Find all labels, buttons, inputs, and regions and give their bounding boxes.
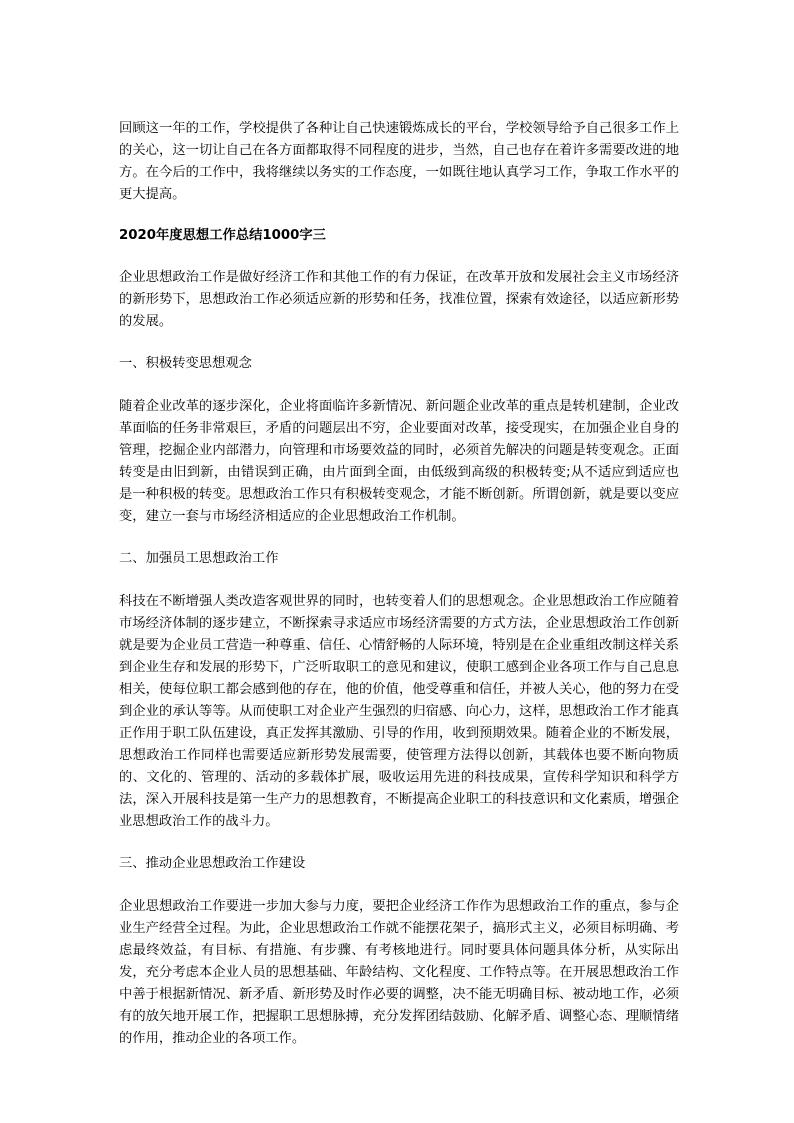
intro-paragraph: 回顾这一年的工作，学校提供了各种让自己快速锻炼成长的平台，学校领导给予自己很多工作上的关心，这一切让自己在各方面都取得不同程度的进步，当然，自己也存在着许多需要改进的地方。在今后的工作中，我将继续以务实的工作态度，一如既往地认真学习工作，争取工作水平的更大提高。	[119, 121, 679, 202]
section-heading-1: 一、积极转变思想观念	[119, 356, 252, 371]
document-page	[119, 118, 679, 1050]
section-heading-3: 三、推动企业思想政治工作建设	[119, 856, 306, 871]
document-title: 2020年度思想工作总结1000字三	[119, 228, 326, 243]
section-body-1: 随着企业改革的逐步深化，企业将面临许多新情况、新问题企业改革的重点是转机建制，企业改革面临的任务非常艰巨，矛盾的问题层出不穷，企业要面对改革，接受现实，在加强企业自身的管理，挖掘企业内部潜力，向管理和市场要效益的同时，必须首先解决的问题是转变观念。正面转变是由旧到新，由错误到正确，由片面到全面，由低级到高级的积极转变;从不适应到适应也是一种积极的转变。思想政治工作只有积极转变观念，才能不断创新。所谓创新，就是要以变应变，建立一套与市场经济相适应的企业思想政治工作机制。	[119, 399, 679, 524]
section-body-3: 企业思想政治工作要进一步加大参与力度，要把企业经济工作作为思想政治工作的重点，参与企业生产经营全过程。为此，企业思想政治工作就不能摆花架子，搞形式主义，必须目标明确、考虑最终效益，有目标、有措施、有步骤、有考核地进行。同时要具体问题具体分析，从实际出发，充分考虑本企业人员的思想基础、年龄结构、文化程度、工作特点等。在开展思想政治工作中善于根据新情况、新矛盾、新形势及时作必要的调整，决不能无明确目标、被动地工作，必须有的放矢地开展工作，把握职工思想脉搏，充分发挥团结鼓励、化解矛盾、调整心态、理顺情绪的作用，推动企业的各项工作。	[119, 899, 679, 1046]
section-body-2: 科技在不断增强人类改造客观世界的同时，也转变着人们的思想观念。企业思想政治工作应随着市场经济体制的逐步建立，不断探索寻求适应市场经济需要的方式方法，企业思想政治工作创新就是要为企业员工营造一种尊重、信任、心情舒畅的人际环境，特别是在企业重组改制这样关系到企业生存和发展的形势下，广泛听取职工的意见和建议，使职工感到企业各项工作与自己息息相关，使每位职工都会感到他的存在，他的价值，他受尊重和信任，并被人关心，他的努力在受到企业的承认等等。从而使职工对企业产生强烈的归宿感、向心力，这样，思想政治工作才能真正作用于职工队伍建设，真正发挥其激励、引导的作用，收到预期效果。随着企业的不断发展，思想政治工作同样也需要适应新形势发展需要，使管理方法得以创新，其载体也要不断向物质的、文化的、管理的、活动的多载体扩展，吸收运用先进的科技成果，宣传科学知识和科学方法，深入开展科技是第一生产力的思想教育，不断提高企业职工的科技意识和文化素质，增强企业思想政治工作的战斗力。	[119, 594, 679, 829]
lead-paragraph: 企业思想政治工作是做好经济工作和其他工作的有力保证，在改革开放和发展社会主义市场经济的新形势下，思想政治工作必须适应新的形势和任务，找准位置，探索有效途径，以适应新形势的发展。	[119, 270, 679, 329]
section-heading-2: 二、加强员工思想政治工作	[119, 551, 279, 566]
